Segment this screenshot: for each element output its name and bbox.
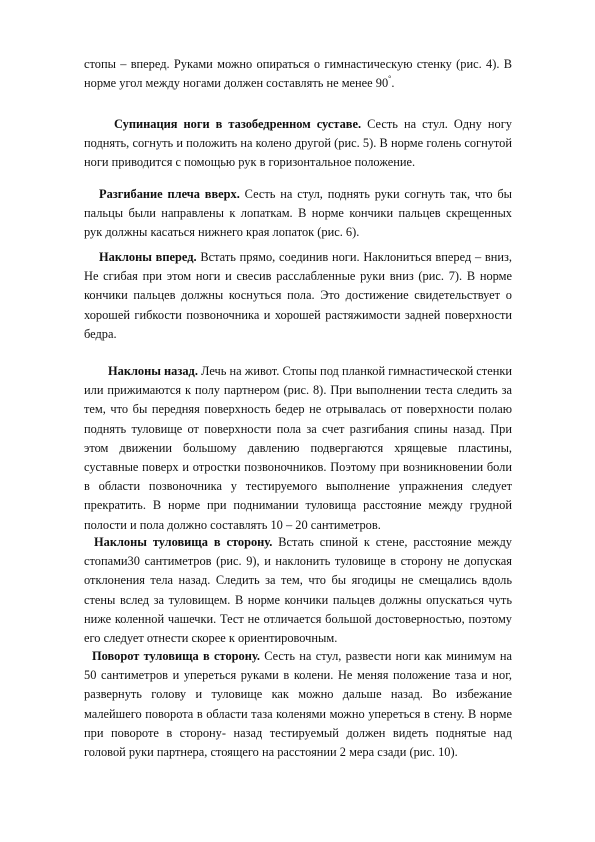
degree-superscript: ° [388,74,392,84]
paragraph-text: Лечь на живот. Стопы под планкой гимнастической стенки или прижимаются к полу партнером (рис. 8). При выполнении теста следить за тем, что бы передняя поверхность бедер не отрывалась от поверхности полаю поднять туловище от поверхности пола за счет разгибания спины назад. При этом движении большому давлению подвергаются хрящевые пластины, суставные поверх и отростки позвоночников. Поэтому при возникновении боли в области позвоночника у тестируемого выполнение упражнения следует прекратить. В норме при поднимании туловища расстояние между грудной полости и пола должно составлять 10 – 20 сантиметров. [84,364,512,532]
paragraph-text: Сесть на стул, развести ноги как минимум на 50 сантиметров и упереться руками в колени. Не меняя положение таза и ног, развернуть голову и туловище как можно дальше назад. Во избежание малейшего поворота в области таза коленями можно упереться в стену. В норме при повороте в сторону- назад тестируемый должен видеть поднятые над головой руки партнера, стоящего на расстоянии 2 мера сзади (рис. 10). [84,649,512,760]
paragraph-backward-bends [84,362,512,535]
paragraph-heading: Наклоны назад. [108,364,198,378]
paragraph-heading: Поворот туловища в сторону. [92,649,260,663]
paragraph-tail: . [391,76,395,91]
paragraph-text: Сесть на стул, поднять руки согнуть так, что бы пальцы были направлены к лопаткам. В норме кончики пальцев скрещенных рук должны касаться нижнего края лопаток (рис. 6). [84,187,512,240]
paragraph-text: Встать спиной к стене, расстояние между стопами30 сантиметров (рис. 9), и наклонить туловище в сторону не допуская отклонения тела назад. Следить за тем, что бы ягодицы не смещались вдоль стены вслед за туловищем. В норме кончики пальцев должны опускаться чуть ниже коленной чашечки. Тест не отличается большой достоверностью, поэтому его следует отнести скорее к ориентировочным. [84,535,512,646]
paragraph-text: стопы – вперед. Руками можно опираться о гимнастическую стенку (рис. 4). В норме угол между ногами должен составлять не менее 90 [84,57,512,91]
paragraph-heading: Разгибание плеча вверх. [99,187,240,201]
paragraph-forward-bends [84,248,512,344]
paragraph-trunk-rotation [84,647,512,762]
paragraph-side-bends [84,533,512,648]
paragraph-text: Сесть на стул. Одну ногу поднять, согнуть и положить на колено другой (рис. 5). В норме голень согнутой ноги приводится с помощью рук в горизонтальное положение. [84,117,512,170]
paragraph-heading: Наклоны туловища в сторону. [94,535,273,549]
paragraph-heading: Супинация ноги в тазобедренном суставе. [114,117,362,131]
paragraph-text: Встать прямо, соединив ноги. Наклониться вперед – вниз, Не сгибая при этом ноги и свесив расслабленные руки вниз (рис. 7). В норме кончики пальцев должны коснуться пола. Это достижение свидетельствует о хорошей гибкости позвоночника и хорошей растяжимости задней поверхности бедра. [84,250,513,341]
paragraph-intro [84,55,512,93]
paragraph-shoulder-extension [84,185,512,243]
paragraph-hip-supination [84,115,512,173]
paragraph-heading: Наклоны вперед. [99,250,197,264]
